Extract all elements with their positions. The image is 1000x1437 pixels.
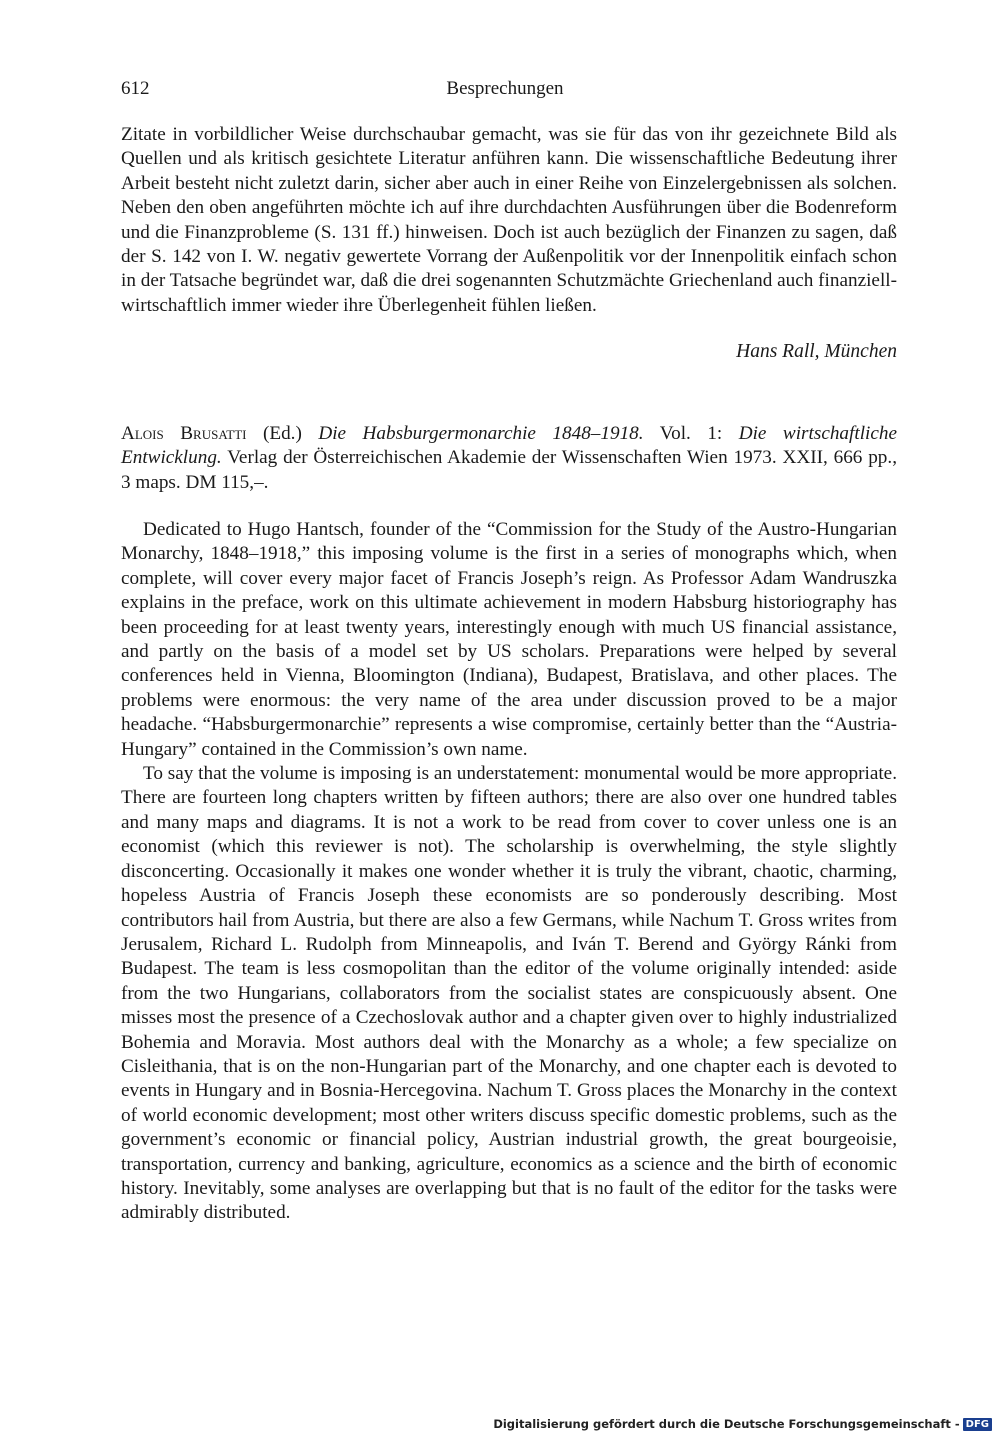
citation-author: Alois Brusatti [121, 423, 247, 444]
citation-volume: Vol. 1: [643, 423, 739, 444]
running-head: Besprechungen [446, 78, 564, 99]
review-body [121, 518, 897, 1226]
review-signature: Hans Rall, München [736, 341, 897, 362]
citation-subtitle: Die wirtschaftliche Entwicklung. [121, 423, 897, 469]
citation-role: (Ed.) [246, 423, 319, 444]
page-number: 612 [121, 78, 150, 99]
citation [121, 422, 897, 495]
citation-title: Die Habsburgermonarchie 1848–1918. [318, 423, 644, 444]
citation-publication: Verlag der Österreichischen Akademie der Wissenschaften Wien 1973. XXII, 666 pp., 3 maps. DM 115,–. [121, 447, 897, 493]
dfg-logo: DFG [963, 1418, 992, 1431]
review-paragraph: To say that the volume is imposing is an understatement: monumental would be more appropriate. There are fourteen long chapters written by fifteen authors; there are also over one hundred tables and many maps and diagrams. It is not a work to be read from cover to cover unless one is an economist (which this reviewer is not). The scholarship is overwhelming, the style slightly disconcerting. Occasionally it makes one wonder whether it is truly the vibrant, chaotic, charming, hopeless Austria of Francis Joseph these economists are so ponderously describing. Most contributors hail from Austria, but there are also a few Germans, while Nachum T. Gross writes from Jerusalem, Richard L. Rudolph from Minneapolis, and Iván T. Berend and György Ránki from Budapest. The team is less cosmopolitan than the editor of the volume originally intended: aside from the two Hungarians, collaborators from the socialist states are conspicuously absent. One misses most the presence of a Czechoslovak author and a chapter given over to highly industrialized Bohemia and Moravia. Most authors deal with the Monarchy as a whole; a few specialize on Cisleithania, that is on the non-Hungarian part of the Monarchy, and one chapter each is devoted to events in Hungary and in Bosnia-Hercegovina. Nachum T. Gross places the Monarchy in the context of world economic development; most other writers discuss specific domestic problems, such as the government’s economic or financial policy, Austrian industrial growth, the great bourgeoisie, transportation, currency and banking, agriculture, economics as a science and the birth of economic history. Inevitably, some analyses are overlapping but that is no fault of the editor for the tasks were admirably distributed. [121, 763, 897, 1224]
digitization-footer [493, 1417, 992, 1431]
footer-text: Digitalisierung gefördert durch die Deutsche Forschungsgemeinschaft - [493, 1417, 960, 1431]
bibliographic-entry [121, 422, 897, 495]
previous-review-text [121, 123, 897, 318]
previous-review-paragraph: Zitate in vorbildlicher Weise durchschaubar gemacht, was sie für das von ihr gezeichnete Bild als Quellen und als kritisch gesichtete Literatur anführen kann. Die wissenschaftliche Bedeutung ihrer Arbeit besteht nicht zuletzt darin, sicher aber auch in einer Reihe von Einzelergebnissen als solchen. Neben den oben angeführten möchte ich auf ihre durchdachten Ausführungen über die Bodenreform und die Finanzprobleme (S. 131 ff.) hinweisen. Doch ist auch bezüglich der Finanzen zu sagen, daß der S. 142 von I. W. negativ gewertete Vorrang der Außenpolitik vor der Innenpolitik einfach schon in der Tatsache begründet war, daß die drei sogenannten Schutzmächte Griechenland auch finanziell-wirtschaftlich immer wieder ihre Überlegenheit fühlen ließen. [121, 124, 897, 316]
review-paragraph: Dedicated to Hugo Hantsch, founder of the “Commission for the Study of the Austro-Hungarian Monarchy, 1848–1918,” this imposing volume is the first in a series of monographs which, when complete, will cover every major facet of Francis Joseph’s reign. As Professor Adam Wandruszka explains in the preface, work on this ultimate achievement in modern Habsburg historiography has been proceeding for at least twenty years, interestingly enough with much US financial assistance, and partly on the basis of a model set by US scholars. Preparations were helped by several conferences held in Vienna, Bloomington (Indiana), Budapest, Bratislava, and other places. The problems were enormous: the very name of the area under discussion proved to be a major headache. “Habsburgermonarchie” represents a wise compromise, certainly better than the “Austria-Hungary” contained in the Commission’s own name. [121, 519, 897, 760]
